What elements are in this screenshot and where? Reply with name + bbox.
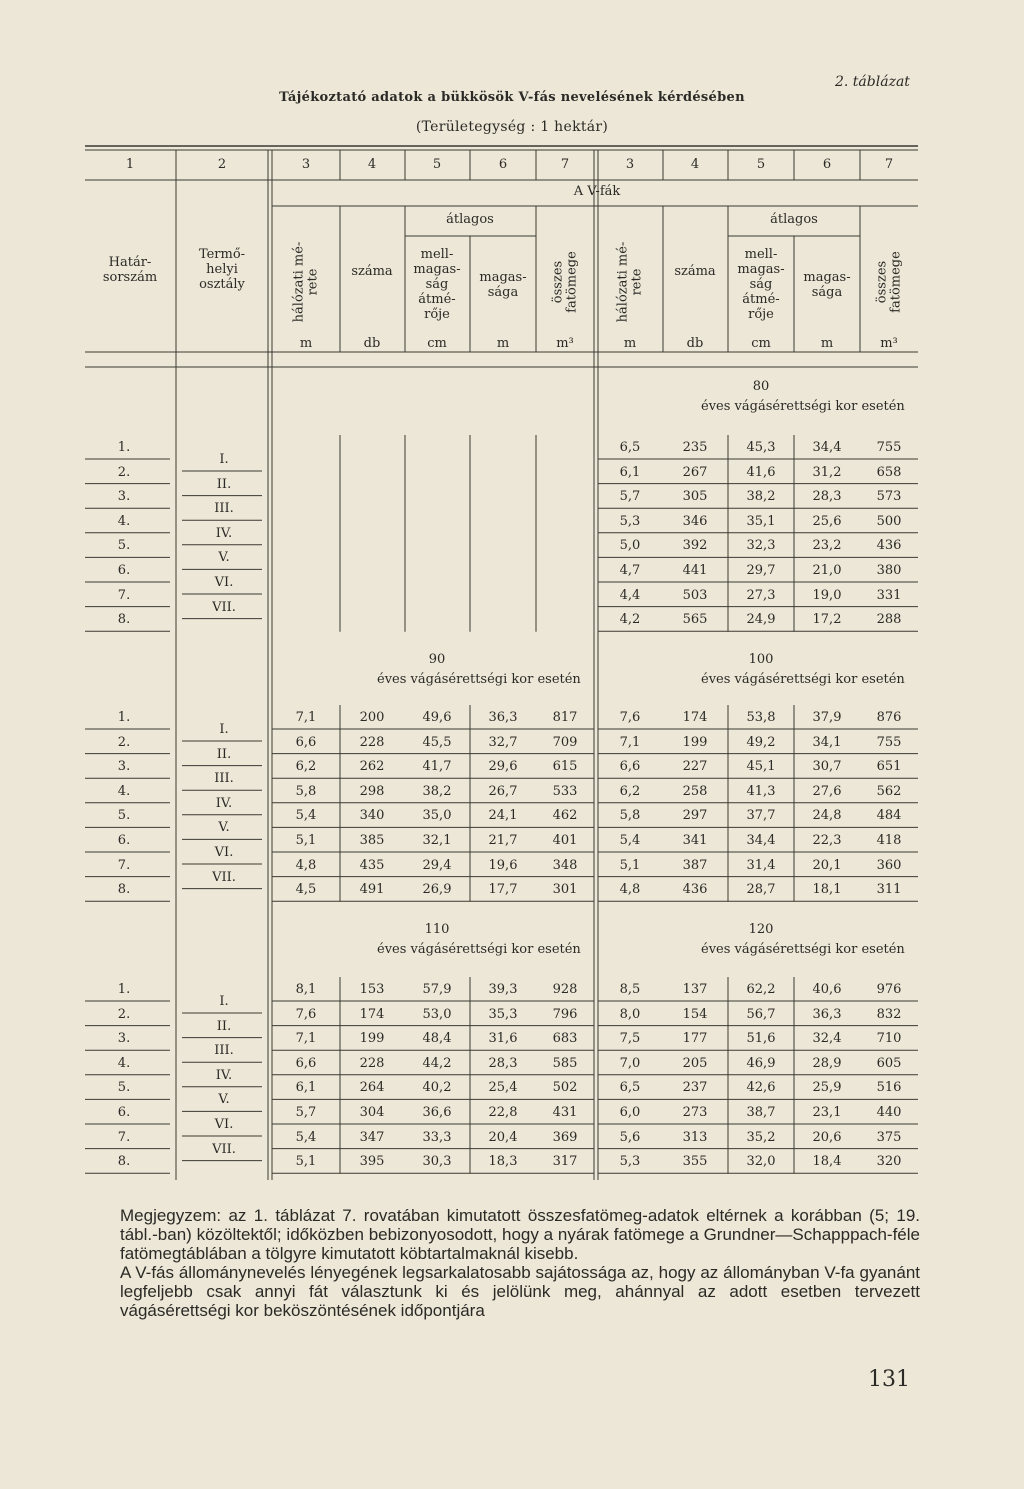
- cell-value: 7,1: [295, 1031, 317, 1047]
- cell-value: 605: [876, 1055, 902, 1071]
- cell-value: 484: [876, 808, 902, 824]
- cell-value: 440: [876, 1105, 902, 1120]
- cell-value: 19,0: [812, 587, 842, 603]
- cell-value: 658: [876, 464, 902, 480]
- section-age: 100: [748, 652, 774, 667]
- cell-value: 25,6: [812, 513, 842, 529]
- cell-value: 38,2: [422, 783, 452, 799]
- cell-value: 27,6: [812, 783, 842, 799]
- row-number: 7.: [117, 857, 131, 873]
- cell-value: 395: [359, 1154, 385, 1170]
- column-number: 4: [690, 157, 700, 172]
- cell-value: 31,2: [812, 464, 842, 480]
- cell-value: 5,3: [619, 1154, 641, 1170]
- row-number: 1.: [117, 982, 131, 997]
- class-label: III.: [214, 771, 234, 787]
- column-number: 1: [125, 157, 135, 172]
- cell-value: 46,9: [746, 1055, 776, 1071]
- cell-value: 37,7: [746, 808, 776, 824]
- halozati-header: hálózati mé- rete: [615, 241, 644, 323]
- cell-value: 177: [682, 1031, 708, 1047]
- page-number: 131: [868, 1367, 910, 1392]
- section-label: éves vágásérettségi kor esetén: [377, 942, 581, 957]
- cell-value: 683: [552, 1031, 578, 1047]
- cell-value: 832: [876, 1006, 902, 1022]
- cell-value: 32,7: [488, 734, 518, 750]
- cell-value: 21,0: [812, 563, 842, 578]
- cell-value: 35,3: [488, 1006, 518, 1022]
- osszes-header: összes fatömege: [550, 251, 579, 313]
- cell-value: 8,5: [619, 982, 641, 997]
- cell-value: 7,6: [619, 710, 641, 725]
- row-number: 7.: [117, 587, 131, 603]
- cell-value: 56,7: [746, 1006, 776, 1022]
- cell-value: 235: [682, 440, 708, 455]
- footnote: [120, 1206, 920, 1320]
- cell-value: 305: [682, 489, 708, 505]
- cell-value: 4,2: [619, 612, 641, 628]
- cell-value: 380: [876, 563, 902, 578]
- section-label: éves vágásérettségi kor esetén: [701, 942, 905, 957]
- column-number: 7: [884, 157, 894, 172]
- cell-value: 347: [359, 1129, 385, 1145]
- cell-value: 199: [682, 734, 708, 750]
- class-label: I.: [219, 452, 229, 467]
- cell-value: 5,8: [619, 808, 641, 824]
- cell-value: 25,9: [812, 1080, 842, 1096]
- cell-value: 5,6: [619, 1129, 641, 1145]
- row-number: 3.: [117, 1031, 131, 1047]
- section-age: 90: [428, 652, 446, 667]
- mell-header: mell- magas- ság átmé- rője: [413, 247, 461, 322]
- cell-value: 28,7: [746, 882, 776, 898]
- cell-value: 41,6: [746, 464, 776, 480]
- cell-value: 17,2: [812, 612, 842, 628]
- unit-label: m: [496, 336, 510, 351]
- unit-label: m: [820, 336, 834, 351]
- cell-value: 23,2: [812, 538, 842, 554]
- cell-value: 387: [682, 857, 708, 873]
- cell-value: 441: [682, 563, 708, 578]
- cell-value: 42,6: [746, 1080, 776, 1096]
- cell-value: 5,1: [619, 857, 641, 873]
- szama-header: száma: [674, 264, 716, 279]
- cell-value: 436: [682, 882, 708, 898]
- magassaga-header: magas- sága: [803, 270, 851, 300]
- cell-value: 491: [359, 882, 385, 898]
- row-number: 7.: [117, 1129, 131, 1145]
- class-label: VII.: [212, 599, 236, 615]
- row-number: 8.: [117, 1154, 131, 1170]
- cell-value: 8,1: [295, 982, 317, 997]
- cell-value: 503: [682, 587, 708, 603]
- atlagos-header: átlagos: [446, 212, 494, 227]
- cell-value: 24,8: [812, 808, 842, 824]
- cell-value: 29,7: [746, 563, 776, 578]
- cell-value: 26,9: [422, 882, 452, 898]
- cell-value: 4,7: [619, 563, 641, 578]
- column-number: 5: [432, 157, 442, 172]
- unit-label: cm: [427, 336, 447, 351]
- osszes-header: összes fatömege: [874, 251, 903, 313]
- row-number: 4.: [117, 783, 131, 799]
- cell-value: 385: [359, 833, 385, 848]
- cell-value: 31,4: [746, 857, 776, 873]
- cell-value: 32,0: [746, 1154, 776, 1170]
- class-label: VI.: [214, 575, 234, 590]
- column-number: 7: [560, 157, 570, 172]
- row-number: 2.: [117, 1006, 131, 1022]
- unit-label: m³: [880, 336, 898, 351]
- cell-value: 21,7: [488, 833, 518, 848]
- cell-value: 205: [682, 1055, 708, 1071]
- termohelyi-header: Termő- helyi osztály: [198, 247, 246, 292]
- row-number: 4.: [117, 513, 131, 529]
- cell-value: 45,1: [746, 759, 776, 775]
- cell-value: 355: [682, 1154, 708, 1170]
- cell-value: 18,3: [488, 1154, 518, 1170]
- cell-value: 24,9: [746, 612, 776, 628]
- row-number: 1.: [117, 710, 131, 725]
- row-number: 2.: [117, 464, 131, 480]
- unit-label: cm: [751, 336, 771, 351]
- cell-value: 5,7: [295, 1105, 317, 1120]
- cell-value: 562: [876, 783, 902, 799]
- section-label: éves vágásérettségi kor esetén: [377, 672, 581, 687]
- row-number: 5.: [117, 808, 131, 824]
- cell-value: 34,1: [812, 734, 842, 750]
- cell-value: 153: [359, 982, 385, 997]
- cell-value: 976: [876, 982, 902, 997]
- column-number: 3: [301, 157, 311, 172]
- table-subtitle: (Területegység : 1 hektár): [415, 119, 609, 135]
- cell-value: 7,1: [295, 710, 317, 725]
- cell-value: 341: [682, 833, 708, 848]
- cell-value: 228: [359, 1055, 385, 1071]
- szama-header: száma: [351, 264, 393, 279]
- cell-value: 174: [682, 710, 708, 725]
- footnote-paragraph-1: Megjegyzem: az 1. táblázat 7. rovatában kimutatott összesfatömeg-adatok eltérnek a korábban (5; 19. tábl.-ban) közöltektől; időközben bebizonyosodott, hogy a nyárak fatömege a Grundner—Schapppach-féle fatömegtáblában a tölgyre kimutatott köbtartalmaknál kisebb.: [120, 1206, 920, 1263]
- unit-label: db: [686, 336, 704, 351]
- cell-value: 273: [682, 1105, 708, 1120]
- cell-value: 317: [552, 1154, 578, 1170]
- cell-value: 7,6: [295, 1006, 317, 1022]
- atlagos-header: átlagos: [770, 212, 818, 227]
- cell-value: 40,6: [812, 982, 842, 997]
- cell-value: 436: [876, 538, 902, 554]
- row-number: 5.: [117, 1080, 131, 1096]
- cell-value: 32,3: [746, 538, 776, 554]
- table-caption: 2. táblázat: [835, 74, 910, 90]
- cell-value: 51,6: [746, 1031, 776, 1047]
- cell-value: 6,6: [295, 734, 317, 750]
- cell-value: 5,4: [619, 833, 641, 848]
- cell-value: 876: [876, 710, 902, 725]
- cell-value: 755: [876, 440, 902, 455]
- cell-value: 41,3: [746, 783, 776, 799]
- cell-value: 23,1: [812, 1105, 842, 1120]
- class-label: II.: [216, 1018, 232, 1034]
- cell-value: 264: [359, 1080, 385, 1096]
- cell-value: 928: [552, 982, 578, 997]
- cell-value: 31,6: [488, 1031, 518, 1047]
- class-label: V.: [218, 1092, 230, 1108]
- cell-value: 174: [359, 1006, 385, 1022]
- cell-value: 502: [552, 1080, 578, 1096]
- class-label: III.: [214, 1043, 234, 1059]
- row-number: 3.: [117, 489, 131, 505]
- cell-value: 516: [876, 1080, 902, 1096]
- cell-value: 348: [552, 857, 578, 873]
- row-number: 6.: [117, 563, 131, 578]
- cell-value: 33,3: [422, 1129, 452, 1145]
- table-title: Tájékoztató adatok a bükkösök V-fás nevelésének kérdésében: [279, 90, 745, 105]
- cell-value: 237: [682, 1080, 708, 1096]
- cell-value: 35,1: [746, 513, 776, 529]
- cell-value: 573: [876, 489, 902, 505]
- cell-value: 755: [876, 734, 902, 750]
- cell-value: 5,0: [619, 538, 641, 554]
- cell-value: 5,1: [295, 833, 317, 848]
- cell-value: 320: [876, 1154, 902, 1170]
- cell-value: 311: [876, 882, 902, 898]
- cell-value: 53,0: [422, 1006, 452, 1022]
- cell-value: 38,7: [746, 1105, 776, 1120]
- cell-value: 45,3: [746, 440, 776, 455]
- cell-value: 369: [552, 1129, 578, 1145]
- section-label: éves vágásérettségi kor esetén: [701, 399, 905, 414]
- column-number: 6: [822, 157, 832, 172]
- row-number: 8.: [117, 612, 131, 628]
- cell-value: 6,2: [295, 759, 317, 775]
- cell-value: 18,4: [812, 1154, 842, 1170]
- cell-value: 7,5: [619, 1031, 641, 1047]
- cell-value: 7,0: [619, 1055, 641, 1071]
- cell-value: 32,4: [812, 1031, 842, 1047]
- cell-value: 20,1: [812, 857, 842, 873]
- cell-value: 360: [876, 857, 902, 873]
- class-label: IV.: [215, 525, 233, 541]
- cell-value: 817: [552, 710, 578, 725]
- cell-value: 26,7: [488, 783, 518, 799]
- cell-value: 29,4: [422, 857, 452, 873]
- cell-value: 28,9: [812, 1055, 842, 1071]
- cell-value: 24,1: [488, 808, 518, 824]
- cell-value: 6,0: [619, 1105, 641, 1120]
- cell-value: 313: [682, 1129, 708, 1145]
- cell-value: 4,5: [295, 882, 317, 898]
- cell-value: 27,3: [746, 587, 776, 603]
- column-number: 4: [367, 157, 377, 172]
- cell-value: 38,2: [746, 489, 776, 505]
- cell-value: 651: [876, 759, 902, 775]
- row-number: 1.: [117, 440, 131, 455]
- cell-value: 462: [552, 808, 578, 824]
- cell-value: 392: [682, 538, 708, 554]
- cell-value: 36,3: [812, 1006, 842, 1022]
- cell-value: 32,1: [422, 833, 452, 848]
- cell-value: 28,3: [488, 1055, 518, 1071]
- cell-value: 5,8: [295, 783, 317, 799]
- class-label: V.: [218, 550, 230, 566]
- cell-value: 565: [682, 612, 708, 628]
- cell-value: 304: [359, 1105, 385, 1120]
- cell-value: 36,6: [422, 1105, 452, 1120]
- cell-value: 53,8: [746, 710, 776, 725]
- mell-header: mell- magas- ság átmé- rője: [737, 247, 785, 322]
- cell-value: 19,6: [488, 857, 518, 873]
- cell-value: 49,6: [422, 710, 452, 725]
- cell-value: 5,1: [295, 1154, 317, 1170]
- cell-value: 28,3: [812, 489, 842, 505]
- cell-value: 4,8: [295, 857, 317, 873]
- unit-label: m³: [556, 336, 574, 351]
- column-number: 2: [217, 157, 227, 172]
- class-label: I.: [219, 994, 229, 1009]
- cell-value: 6,5: [619, 440, 641, 455]
- cell-value: 435: [359, 857, 385, 873]
- cell-value: 45,5: [422, 734, 452, 750]
- cell-value: 30,7: [812, 759, 842, 775]
- cell-value: 34,4: [746, 833, 776, 848]
- class-label: VII.: [212, 869, 236, 885]
- class-label: VII.: [212, 1141, 236, 1157]
- column-number: 6: [498, 157, 508, 172]
- magassaga-header: magas- sága: [479, 270, 527, 300]
- column-number: 3: [625, 157, 635, 172]
- class-label: II.: [216, 476, 232, 492]
- cell-value: 710: [876, 1031, 902, 1047]
- cell-value: 154: [682, 1006, 708, 1022]
- cell-value: 62,2: [746, 982, 776, 997]
- cell-value: 6,1: [619, 464, 641, 480]
- class-label: II.: [216, 746, 232, 762]
- cell-value: 709: [552, 734, 578, 750]
- unit-label: m: [623, 336, 637, 351]
- unit-label: db: [363, 336, 381, 351]
- class-label: VI.: [214, 845, 234, 860]
- cell-value: 6,2: [619, 783, 641, 799]
- cell-value: 585: [552, 1055, 578, 1071]
- cell-value: 17,7: [488, 882, 518, 898]
- cell-value: 35,2: [746, 1129, 776, 1145]
- cell-value: 4,8: [619, 882, 641, 898]
- cell-value: 431: [552, 1105, 578, 1120]
- cell-value: 35,0: [422, 808, 452, 824]
- cell-value: 48,4: [422, 1031, 452, 1047]
- cell-value: 18,1: [812, 882, 842, 898]
- row-number: 6.: [117, 833, 131, 848]
- section-age: 110: [424, 922, 450, 937]
- cell-value: 49,2: [746, 734, 776, 750]
- cell-value: 29,6: [488, 759, 518, 775]
- section-age: 80: [752, 379, 770, 394]
- cell-value: 30,3: [422, 1154, 452, 1170]
- cell-value: 40,2: [422, 1080, 452, 1096]
- column-number: 5: [756, 157, 766, 172]
- row-number: 6.: [117, 1105, 131, 1120]
- cell-value: 22,8: [488, 1105, 518, 1120]
- cell-value: 288: [876, 612, 902, 628]
- cell-value: 25,4: [488, 1080, 518, 1096]
- cell-value: 267: [682, 464, 708, 480]
- unit-label: m: [299, 336, 313, 351]
- cell-value: 5,4: [295, 1129, 317, 1145]
- cell-value: 6,5: [619, 1080, 641, 1096]
- cell-value: 22,3: [812, 833, 842, 848]
- cell-value: 41,7: [422, 759, 452, 775]
- row-number: 4.: [117, 1055, 131, 1071]
- row-number: 3.: [117, 759, 131, 775]
- cell-value: 258: [682, 783, 708, 799]
- cell-value: 37,9: [812, 710, 842, 725]
- cell-value: 418: [876, 833, 902, 848]
- cell-value: 262: [359, 759, 385, 775]
- cell-value: 401: [552, 833, 578, 848]
- cell-value: 346: [682, 513, 708, 529]
- cell-value: 8,0: [619, 1006, 641, 1022]
- cell-value: 200: [359, 710, 385, 725]
- class-label: IV.: [215, 1067, 233, 1083]
- cell-value: 6,6: [295, 1055, 317, 1071]
- row-number: 8.: [117, 882, 131, 898]
- cell-value: 5,4: [295, 808, 317, 824]
- cell-value: 615: [552, 759, 578, 775]
- halozati-header: hálózati mé- rete: [291, 241, 320, 323]
- cell-value: 36,3: [488, 710, 518, 725]
- cell-value: 199: [359, 1031, 385, 1047]
- section-age: 120: [748, 922, 774, 937]
- cell-value: 20,4: [488, 1129, 518, 1145]
- cell-value: 340: [359, 808, 385, 824]
- cell-value: 227: [682, 759, 708, 775]
- vfak-header: A V-fák: [573, 184, 621, 199]
- cell-value: 20,6: [812, 1129, 842, 1145]
- cell-value: 57,9: [422, 982, 452, 997]
- cell-value: 39,3: [488, 982, 518, 997]
- cell-value: 137: [682, 982, 708, 997]
- cell-value: 228: [359, 734, 385, 750]
- cell-value: 375: [876, 1129, 902, 1145]
- cell-value: 7,1: [619, 734, 641, 750]
- cell-value: 6,6: [619, 759, 641, 775]
- class-label: VI.: [214, 1117, 234, 1132]
- cell-value: 331: [876, 587, 902, 603]
- class-label: III.: [214, 501, 234, 517]
- cell-value: 297: [682, 808, 708, 824]
- cell-value: 44,2: [422, 1055, 452, 1071]
- cell-value: 5,3: [619, 513, 641, 529]
- section-label: éves vágásérettségi kor esetén: [701, 672, 905, 687]
- row-number: 2.: [117, 734, 131, 750]
- cell-value: 301: [552, 882, 578, 898]
- class-label: V.: [218, 820, 230, 836]
- cell-value: 796: [552, 1006, 578, 1022]
- cell-value: 6,1: [295, 1080, 317, 1096]
- cell-value: 4,4: [619, 587, 641, 603]
- cell-value: 500: [876, 513, 902, 529]
- cell-value: 5,7: [619, 489, 641, 505]
- row-number: 5.: [117, 538, 131, 554]
- cell-value: 533: [552, 783, 578, 799]
- class-label: IV.: [215, 795, 233, 811]
- cell-value: 34,4: [812, 440, 842, 455]
- hatar-sorszam-header: Határ- sorszám: [102, 255, 158, 285]
- class-label: I.: [219, 722, 229, 737]
- footnote-paragraph-2: A V-fás állománynevelés lényegének legsarkalatosabb sajátossága az, hogy az állományban V-fa gyanánt legfeljebb csak annyi fát választunk ki és jelölünk meg, ahánnyal az adott esetben tervezett vágásérettségi kor beköszöntésének időpontjára: [120, 1263, 920, 1320]
- cell-value: 298: [359, 783, 385, 799]
